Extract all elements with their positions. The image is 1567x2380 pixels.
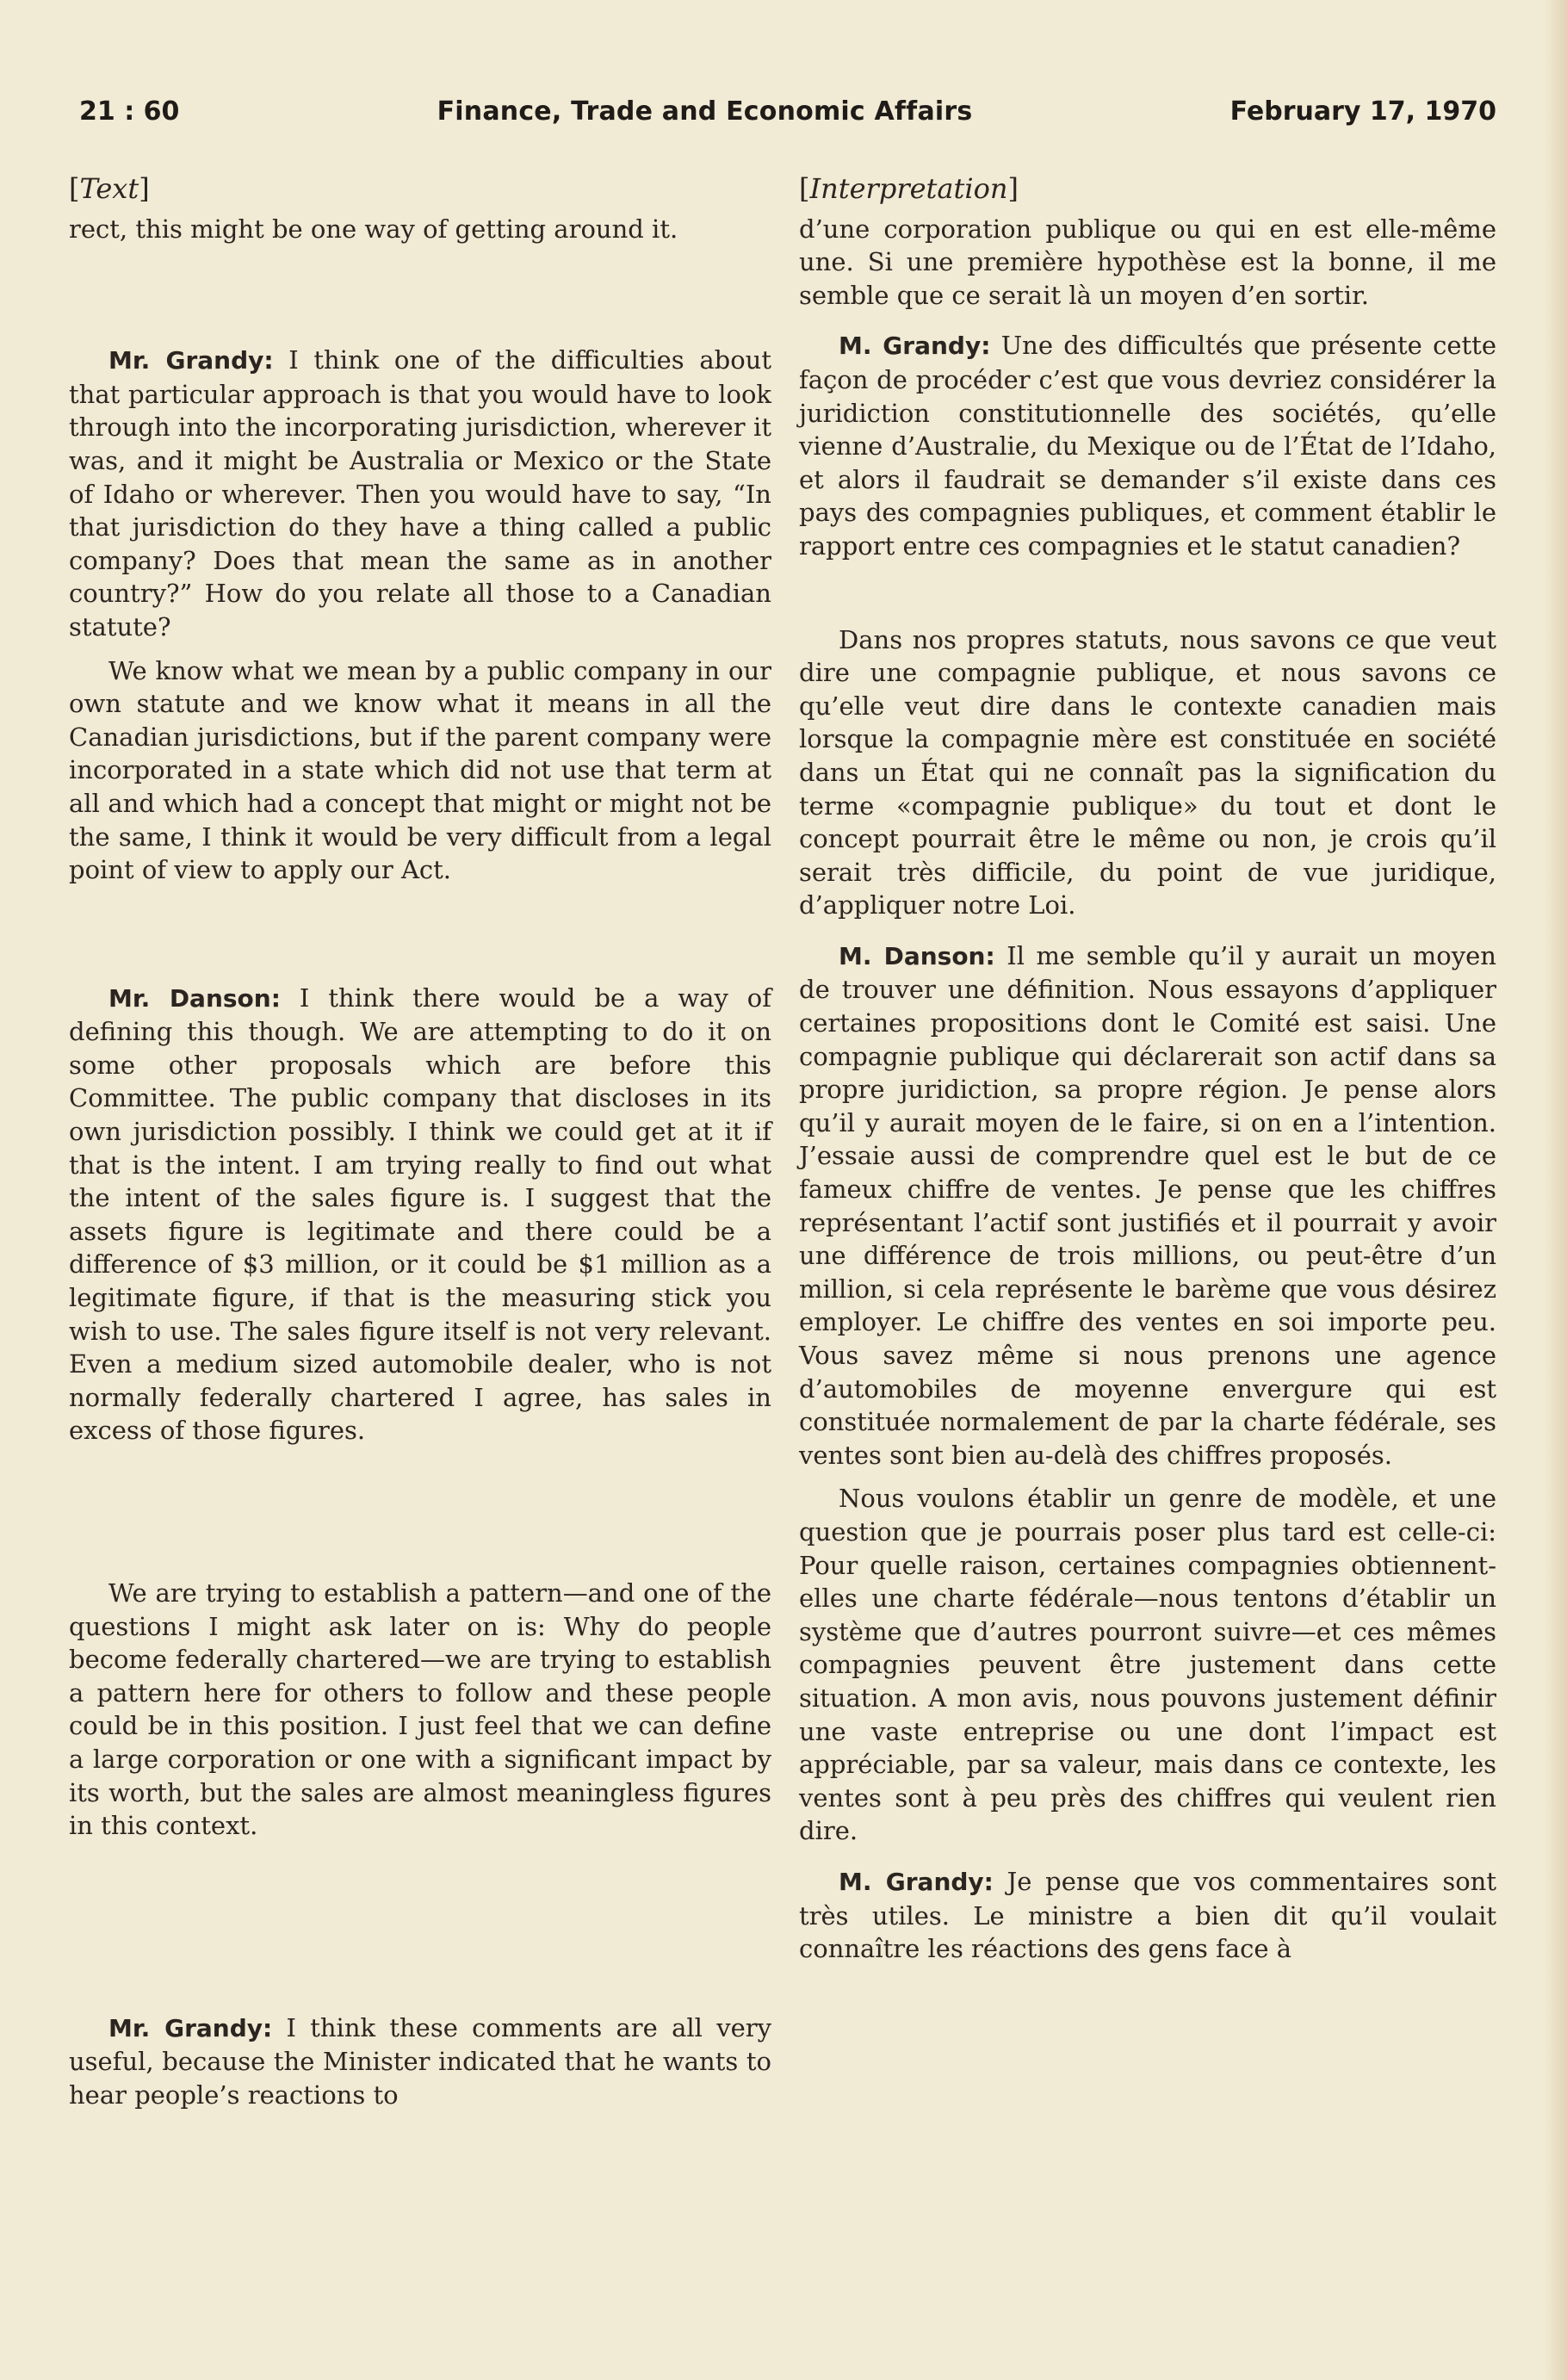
paragraph xyxy=(69,982,771,1447)
paragraph xyxy=(69,2011,771,2112)
paragraph xyxy=(799,939,1496,1472)
committee-title: Finance, Trade and Economic Affairs xyxy=(437,96,973,127)
speaker-name: M. Grandy: xyxy=(839,1867,994,1896)
paragraph xyxy=(69,1577,771,1843)
paragraph-text: rect, this might be one way of getting around it. xyxy=(69,214,678,244)
paragraph xyxy=(69,213,771,246)
paragraph xyxy=(799,1865,1496,1966)
speaker-name: M. Grandy: xyxy=(839,332,991,361)
page-number: 21 : 60 xyxy=(79,96,180,127)
speaker-name: Mr. Grandy: xyxy=(108,346,274,375)
paragraph-text: We are trying to establish a pattern—and one of the questions I might ask later on is: Why do people become federally chartered—we are trying to establish a pattern here for others to follow and these people could be in this position. I just feel that we can define a large corporation or one with a significant impact by its worth, but the sales are almost meaningless figures in this context. xyxy=(69,1578,771,1841)
text-column xyxy=(69,172,771,2112)
paragraph xyxy=(69,654,771,887)
paragraph-text: Je pense que vos commentaires sont très utiles. Le ministre a bien dit qu’il voulait connaître les réactions des gens face à xyxy=(799,1866,1497,1964)
paragraph-text: I think there would be a way of defining this though. We are attempting to do it on some other proposals which are before this Committee. The public company that discloses in its own jurisdiction possibly. I think we could get at it if that is the intent. I am trying really to find out what the intent of the sales figure is. I suggest that the assets figure is legitimate and there could be a difference of $3 million, or it could be $1 million as a legitimate figure, if that is the measuring stick you wish to use. The sales figure itself is not very relevant. Even a medium sized automobile dealer, who is not normally federally chartered I agree, has sales in excess of those figures. xyxy=(69,982,771,1446)
paragraph-text: I think these comments are all very useful, because the Minister indicated that he wants to hear people’s reactions to xyxy=(69,2012,771,2110)
column-label: [Text] xyxy=(69,172,150,205)
paragraph-text: We know what we mean by a public company in our own statute and we know what it means in all the Canadian jurisdictions, but if the parent company were incorporated in a state which did not use that term at all and which had a concept that might or might not be the same, I think it would be very difficult from a legal point of view to apply our Act. xyxy=(69,655,771,885)
paragraph-text: Nous voulons établir un genre de modèle, et une question que je pourrais poser plus tard est celle-ci: Pour quelle raison, certaines compagnies obtiennent-elles une charte fédérale—nous tentons d’établir un système que d’autres pourront suivre—et ces mêmes compagnies peuvent être justement dans cette situation. A mon avis, nous pouvons justement définir une vaste entreprise ou une dont l’impact est appréciable, par sa valeur, mais dans ce contexte, les ventes sont à peu près des chiffres qui veulent rien dire. xyxy=(799,1484,1496,1846)
page-edge-shadow xyxy=(1545,0,1567,2380)
paragraph-text: Il me semble qu’il y aurait un moyen de trouver une définition. Nous essayons d’appliquer certaines propositions dont le Comité est saisi. Une compagnie publique qui déclarerait son actif dans sa propre juridiction, sa propre région. Je pense alors qu’il y aurait moyen de le faire, si on en a l’intention. J’essaie aussi de comprendre quel est le but de ce fameux chiffre de ventes. Je pense que les chiffres représentant l’actif sont justifiés et il pourrait y avoir une différence de trois millions, ou peut-être d’un million, si cela représente le barème que vous désirez employer. Le chiffre des ventes en soi importe peu. Vous savez même si nous prenons une agence d’automobiles de moyenne envergure qui est constituée normalement de par la charte fédérale, ses ventes sont bien au-delà des chiffres proposés. xyxy=(799,940,1496,1470)
paragraph xyxy=(69,344,771,643)
speaker-name: Mr. Danson: xyxy=(108,983,281,1013)
paragraph xyxy=(799,329,1496,562)
page-date: February 17, 1970 xyxy=(1229,96,1496,127)
paragraph-text: Dans nos propres statuts, nous savons ce que veut dire une compagnie publique, et nous savons ce qu’elle veut dire dans le contexte canadien mais lorsque la compagnie mère est constituée en société dans un État qui ne connaît pas la signification du terme «compagnie publique» du tout et dont le concept pourrait être le même ou non, je crois qu’il serait très difficile, du point de vue juridique, d’appliquer notre Loi. xyxy=(799,624,1496,920)
paragraph-text: I think one of the difficulties about that particular approach is that you would have to look through into the incorporating jurisdiction, wherever it was, and it might be Australia or Mexico or the State of Idaho or wherever. Then you would have to say, “In that jurisdiction do they have a thing called a public company? Does that mean the same as in another country?” How do you relate all those to a Canadian statute? xyxy=(69,345,771,641)
interpretation-column xyxy=(799,172,1496,1966)
page-header xyxy=(79,96,1496,127)
speaker-name: Mr. Grandy: xyxy=(108,2013,273,2042)
paragraph xyxy=(799,1482,1496,1848)
paragraph-text: d’une corporation publique ou qui en est elle-même une. Si une première hypothèse est la bonne, il me semble que ce serait là un moyen d’en sortir. xyxy=(799,214,1496,310)
paragraph xyxy=(799,213,1496,313)
column-label: [Interpretation] xyxy=(799,172,1019,205)
paragraph-text: Une des difficultés que présente cette façon de procéder c’est que vous devriez considérer la juridiction constitutionnelle des sociétés, qu’elle vienne d’Australie, du Mexique ou de l’État de l’Idaho, et alors il faudrait se demander s’il existe dans ces pays des compagnies publiques, et comment établir le rapport entre ces compagnies et le statut canadien? xyxy=(799,331,1496,561)
speaker-name: M. Danson: xyxy=(839,941,995,970)
paragraph xyxy=(799,623,1496,922)
